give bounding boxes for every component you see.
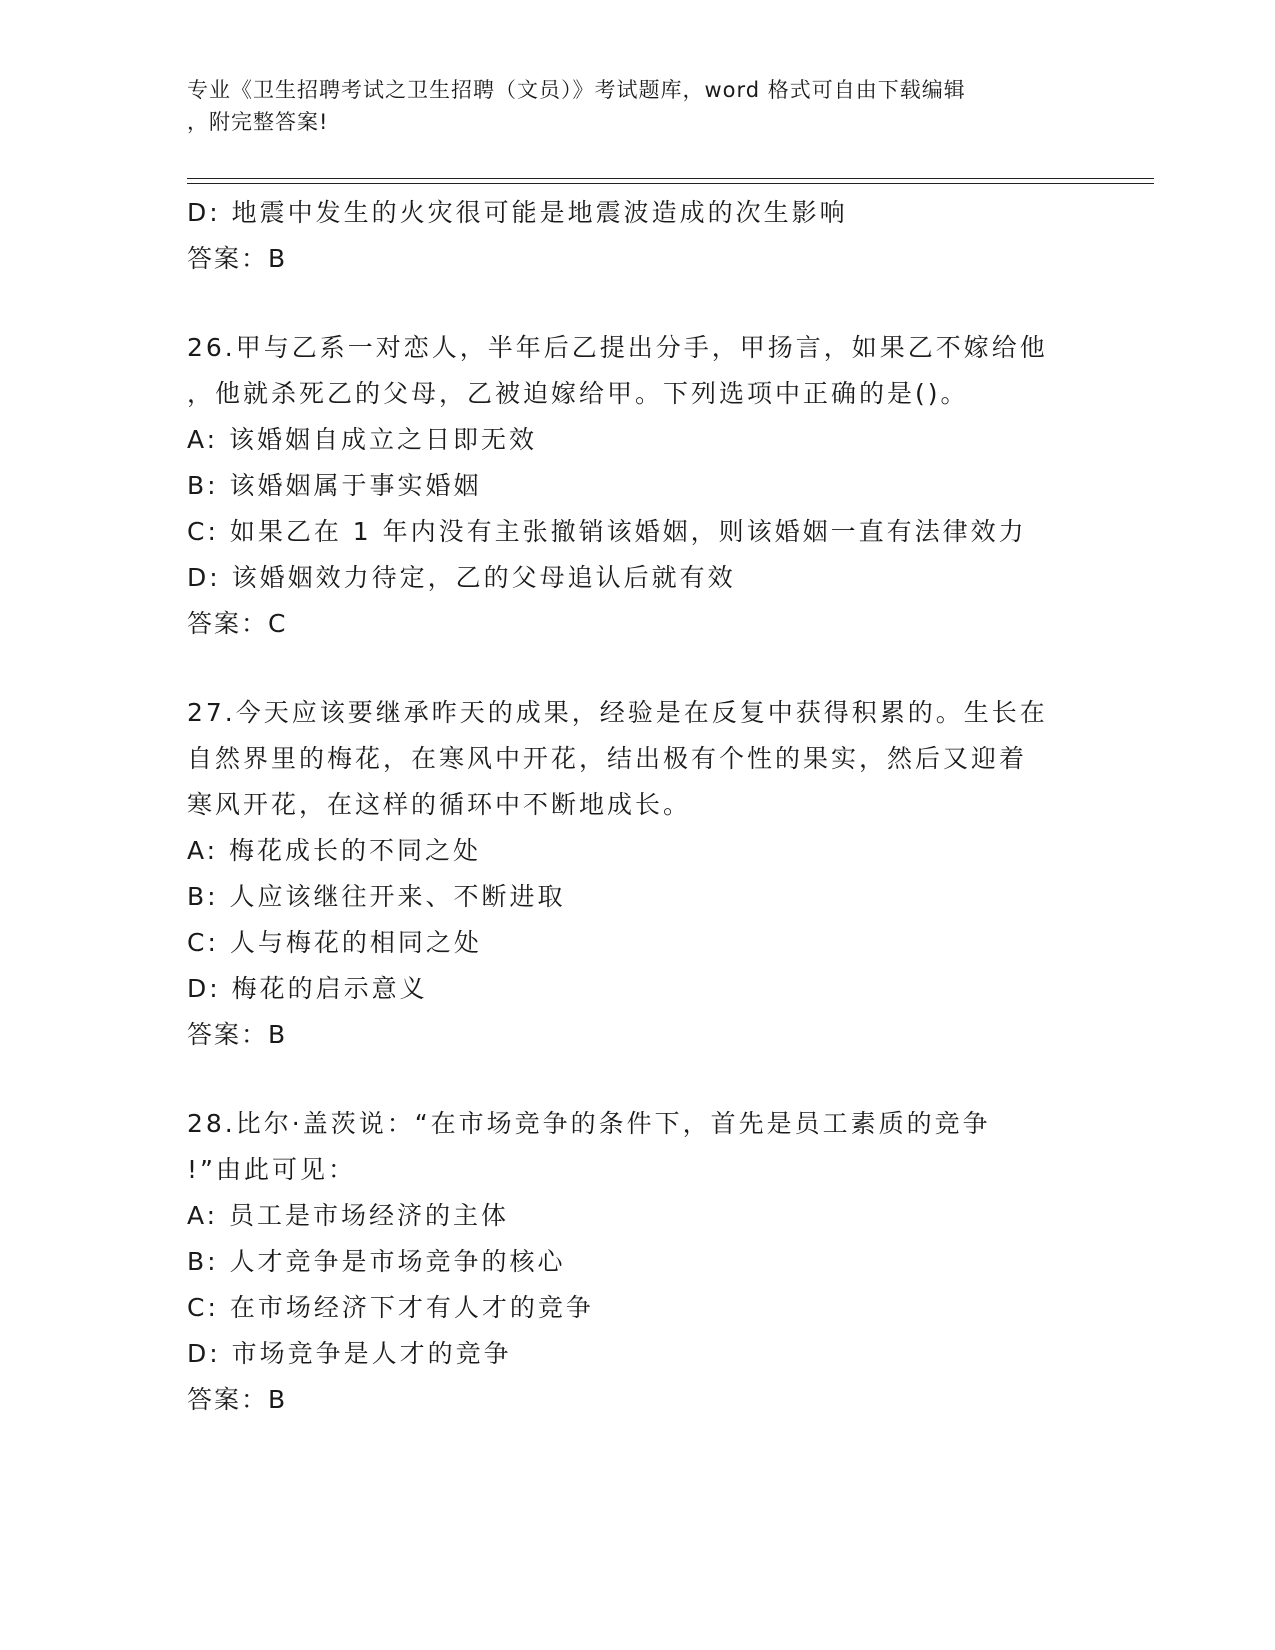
header-line-2: ，附完整答案!	[187, 110, 329, 134]
question-content	[187, 190, 1087, 1423]
option-d: D: 地震中发生的火灾很可能是地震波造成的次生影响	[187, 198, 848, 227]
option-a: A: 该婚姻自成立之日即无效	[187, 425, 538, 454]
option-d: D: 市场竞争是人才的竞争	[187, 1339, 512, 1368]
question-stem-line: 27.今天应该要继承昨天的成果，经验是在反复中获得积累的。生长在	[187, 698, 1048, 727]
option-c: C: 如果乙在 1 年内没有主张撤销该婚姻，则该婚姻一直有法律效力	[187, 517, 1027, 546]
answer-line: 答案：B	[187, 244, 288, 273]
header-divider-bottom	[187, 183, 1154, 184]
document-header	[187, 74, 1087, 138]
spacer	[187, 282, 1087, 325]
spacer	[187, 1058, 1087, 1101]
question-27	[187, 690, 1087, 1058]
answer-line: 答案：B	[187, 1020, 288, 1049]
question-stem-line: 28.比尔·盖茨说：“在市场竞争的条件下，首先是员工素质的竞争	[187, 1109, 991, 1138]
answer-line: 答案：C	[187, 609, 288, 638]
option-b: B: 人才竞争是市场竞争的核心	[187, 1247, 566, 1276]
question-stem-line: 寒风开花，在这样的循环中不断地成长。	[187, 790, 692, 819]
option-a: A: 员工是市场经济的主体	[187, 1201, 510, 1230]
option-d: D: 梅花的启示意义	[187, 974, 428, 1003]
question-stem-line: !”由此可见：	[187, 1155, 356, 1184]
header-divider-top	[187, 178, 1154, 179]
option-d: D: 该婚姻效力待定，乙的父母追认后就有效	[187, 563, 736, 592]
spacer	[187, 647, 1087, 690]
option-b: B: 人应该继往开来、不断进取	[187, 882, 566, 911]
option-c: C: 在市场经济下才有人才的竞争	[187, 1293, 594, 1322]
question-stem-line: 自然界里的梅花，在寒风中开花，结出极有个性的果实，然后又迎着	[187, 744, 1028, 773]
question-25-tail	[187, 190, 1087, 282]
option-c: C: 人与梅花的相同之处	[187, 928, 482, 957]
question-stem-line: ，他就杀死乙的父母，乙被迫嫁给甲。下列选项中正确的是()。	[187, 379, 969, 408]
option-b: B: 该婚姻属于事实婚姻	[187, 471, 482, 500]
question-28	[187, 1101, 1087, 1423]
answer-line: 答案：B	[187, 1385, 288, 1414]
question-stem-line: 26.甲与乙系一对恋人，半年后乙提出分手，甲扬言，如果乙不嫁给他	[187, 333, 1048, 362]
question-26	[187, 325, 1087, 647]
header-line-1: 专业《卫生招聘考试之卫生招聘（文员）》考试题库，word 格式可自由下载编辑	[187, 78, 966, 102]
option-a: A: 梅花成长的不同之处	[187, 836, 482, 865]
